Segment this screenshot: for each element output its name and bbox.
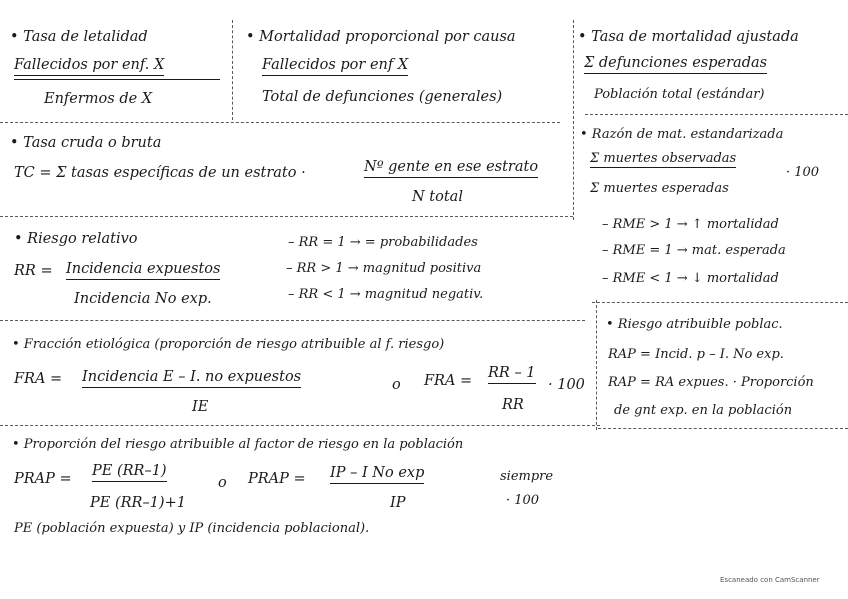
formula-lhs: PRAP = bbox=[248, 471, 306, 487]
list-item: – RR > 1 → magnitud positiva bbox=[286, 261, 482, 276]
fraction-numerator: PE (RR–1) bbox=[92, 464, 167, 482]
footnote: PE (población expuesta) y IP (incidencia poblacional). bbox=[14, 521, 370, 536]
fraction-numerator: IP – I No exp bbox=[330, 466, 424, 484]
fraction-numerator: Σ muertes observadas bbox=[590, 151, 737, 166]
formula-line: RAP = Incid. p – I. No exp. bbox=[608, 347, 784, 362]
note: · 100 bbox=[506, 493, 540, 508]
fraction-numerator: Incidencia expuestos bbox=[66, 262, 220, 280]
list-item: – RR = 1 → = probabilidades bbox=[288, 235, 478, 250]
fraction-numerator: RR – 1 bbox=[488, 366, 536, 384]
fraction-numerator: Incidencia E – I. no expuestos bbox=[82, 370, 301, 388]
divider-horizontal bbox=[592, 302, 848, 303]
fraction-numerator: Fallecidos por enf X bbox=[262, 58, 408, 76]
fraction-denominator: Población total (estándar) bbox=[594, 87, 765, 102]
multiplier: · 100 bbox=[786, 165, 820, 180]
fraction-numerator: Σ defunciones esperadas bbox=[584, 56, 767, 74]
box-title: • Riesgo relativo bbox=[14, 231, 138, 247]
fraction-numerator: Fallecidos por enf. X bbox=[14, 58, 164, 76]
fraction-denominator: RR bbox=[502, 397, 524, 413]
box-title: • Tasa de mortalidad ajustada bbox=[578, 29, 799, 45]
list-item: – RME < 1 → ↓ mortalidad bbox=[602, 271, 779, 286]
list-item: – RME > 1 → ↑ mortalidad bbox=[602, 217, 779, 232]
fraction-numerator: Nº gente en ese estrato bbox=[364, 160, 538, 178]
divider-vertical bbox=[573, 20, 574, 220]
fraction-denominator: Total de defunciones (generales) bbox=[262, 89, 503, 105]
box-title: • Razón de mat. estandarizada bbox=[580, 127, 784, 142]
box-title: • Mortalidad proporcional por causa bbox=[246, 29, 516, 45]
box-title: • Tasa cruda o bruta bbox=[10, 135, 162, 151]
divider-horizontal bbox=[585, 114, 848, 115]
divider-horizontal bbox=[0, 216, 573, 217]
or-label: o bbox=[392, 377, 401, 393]
fraction-denominator: IE bbox=[192, 399, 209, 415]
box-title: • Fracción etiológica (proporción de riesgo atribuible al f. riesgo) bbox=[12, 337, 445, 352]
formula-lhs: TC = Σ tasas específicas de un estrato · bbox=[14, 165, 306, 181]
fraction-bar bbox=[14, 79, 220, 80]
fraction-denominator: N total bbox=[412, 189, 463, 205]
formula-line: de gnt exp. en la población bbox=[614, 403, 793, 418]
divider-horizontal bbox=[598, 428, 848, 429]
scanner-watermark: Escaneado con CamScanner bbox=[720, 576, 820, 584]
divider-horizontal bbox=[0, 425, 600, 426]
formula-lhs: FRA = bbox=[14, 371, 63, 387]
divider-vertical bbox=[596, 300, 597, 430]
formula-lhs: FRA = bbox=[424, 373, 473, 389]
fraction-denominator: Σ muertes esperadas bbox=[590, 181, 729, 196]
list-item: – RR < 1 → magnitud negativ. bbox=[288, 287, 484, 302]
box-title: • Proporción del riesgo atribuible al factor de riesgo en la población bbox=[12, 437, 464, 452]
divider-horizontal bbox=[0, 320, 585, 321]
box-title: • Tasa de letalidad bbox=[10, 29, 148, 45]
list-item: – RME = 1 → mat. esperada bbox=[602, 243, 786, 258]
multiplier: · 100 bbox=[548, 377, 585, 393]
fraction-denominator: Enfermos de X bbox=[44, 91, 153, 107]
divider-horizontal bbox=[0, 122, 560, 123]
divider-vertical bbox=[232, 20, 233, 120]
fraction-denominator: PE (RR–1)+1 bbox=[90, 495, 186, 511]
fraction-denominator: Incidencia No exp. bbox=[74, 291, 212, 307]
box-title: • Riesgo atribuible poblac. bbox=[606, 317, 783, 332]
fraction-denominator: IP bbox=[390, 495, 406, 511]
or-label: o bbox=[218, 475, 227, 491]
formula-line: RAP = RA expues. · Proporción bbox=[608, 375, 814, 390]
formula-lhs: PRAP = bbox=[14, 471, 72, 487]
formula-lhs: RR = bbox=[14, 263, 53, 279]
note: siempre bbox=[500, 469, 554, 484]
